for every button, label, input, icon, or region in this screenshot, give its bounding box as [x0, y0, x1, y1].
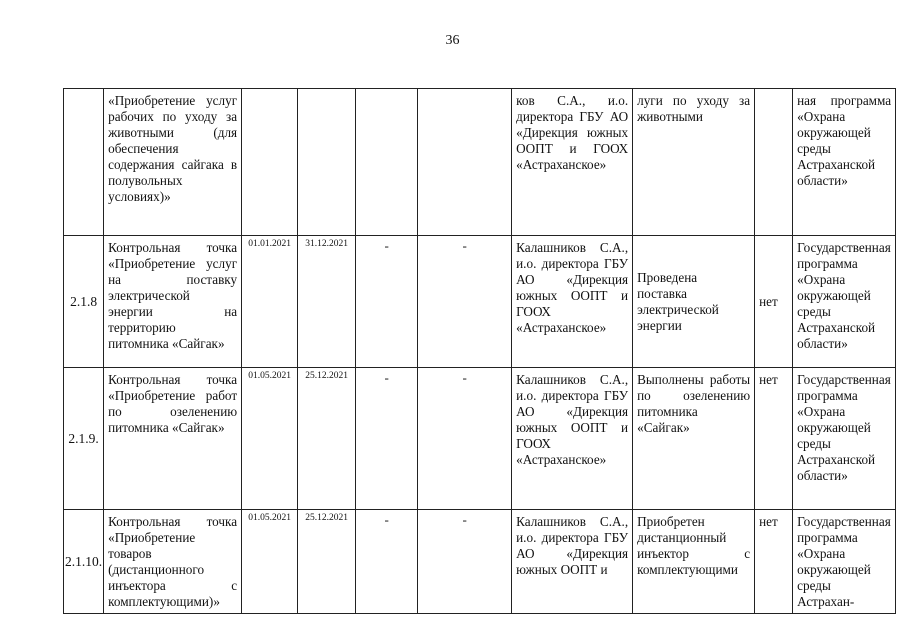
program-cell: Государственная программа «Охрана окружающей среды Астрахан- — [793, 510, 896, 614]
column-6-cell: - — [418, 510, 512, 614]
flag-cell: нет — [755, 368, 793, 510]
start-date-cell: 01.01.2021 — [242, 236, 298, 368]
column-5-cell: - — [356, 368, 418, 510]
end-date-cell: 31.12.2021 — [298, 236, 356, 368]
table-row — [64, 368, 896, 510]
plan-table — [63, 88, 896, 614]
result-cell: Приобретен дистанционный инъектор с комплектующими — [633, 510, 755, 614]
responsible-cell: Калашников С.А., и.о. директора ГБУ АО «Дирекция южных ООПТ и — [512, 510, 633, 614]
program-cell: Государственная программа «Охрана окружающей среды Астраханской области» — [793, 368, 896, 510]
column-6-cell: - — [418, 236, 512, 368]
result-cell: луги по уходу за животными — [633, 89, 755, 236]
row-number-cell — [64, 89, 104, 236]
table-row — [64, 510, 896, 614]
table-row — [64, 236, 896, 368]
start-date-cell — [242, 89, 298, 236]
column-5-cell: - — [356, 510, 418, 614]
result-cell: Выполнены работы по озеленению питомника «Сайгак» — [633, 368, 755, 510]
event-name-cell: Контрольная точка «Приобретение работ по озеленению питомника «Сайгак» — [104, 368, 242, 510]
page-number: 36 — [445, 33, 460, 48]
event-name-cell: Контрольная точка «Приобретение услуг на поставку электрической энергии на территорию питомника «Сайгак» — [104, 236, 242, 368]
flag-cell: нет — [755, 510, 793, 614]
column-5-cell — [356, 89, 418, 236]
event-name-cell: Контрольная точка «Приобретение товаров (дистанционного инъектора с комплектующими)» — [104, 510, 242, 614]
program-cell: ная программа «Охрана окружающей среды Астраханской области» — [793, 89, 896, 236]
column-6-cell — [418, 89, 512, 236]
column-5-cell: - — [356, 236, 418, 368]
start-date-cell: 01.05.2021 — [242, 510, 298, 614]
end-date-cell: 25.12.2021 — [298, 368, 356, 510]
flag-cell: нет — [755, 236, 793, 368]
start-date-cell: 01.05.2021 — [242, 368, 298, 510]
responsible-cell: Калашников С.А., и.о. директора ГБУ АО «Дирекция южных ООПТ и ГООХ «Астраханское» — [512, 368, 633, 510]
event-name-cell: «Приобретение услуг рабочих по уходу за животными (для обеспечения содержания сайгака в полувольных условиях)» — [104, 89, 242, 236]
table-row — [64, 89, 896, 236]
row-number-cell: 2.1.10. — [64, 510, 104, 614]
responsible-cell: ков С.А., и.о. директора ГБУ АО «Дирекция южных ООПТ и ГООХ «Астраханское» — [512, 89, 633, 236]
column-6-cell: - — [418, 368, 512, 510]
end-date-cell — [298, 89, 356, 236]
flag-cell — [755, 89, 793, 236]
result-cell: Проведена поставка электрической энергии — [633, 236, 755, 368]
responsible-cell: Калашников С.А., и.о. директора ГБУ АО «Дирекция южных ООПТ и ГООХ «Астраханское» — [512, 236, 633, 368]
end-date-cell: 25.12.2021 — [298, 510, 356, 614]
program-cell: Государственная программа «Охрана окружающей среды Астраханской области» — [793, 236, 896, 368]
row-number-cell: 2.1.9. — [64, 368, 104, 510]
row-number-cell: 2.1.8 — [64, 236, 104, 368]
